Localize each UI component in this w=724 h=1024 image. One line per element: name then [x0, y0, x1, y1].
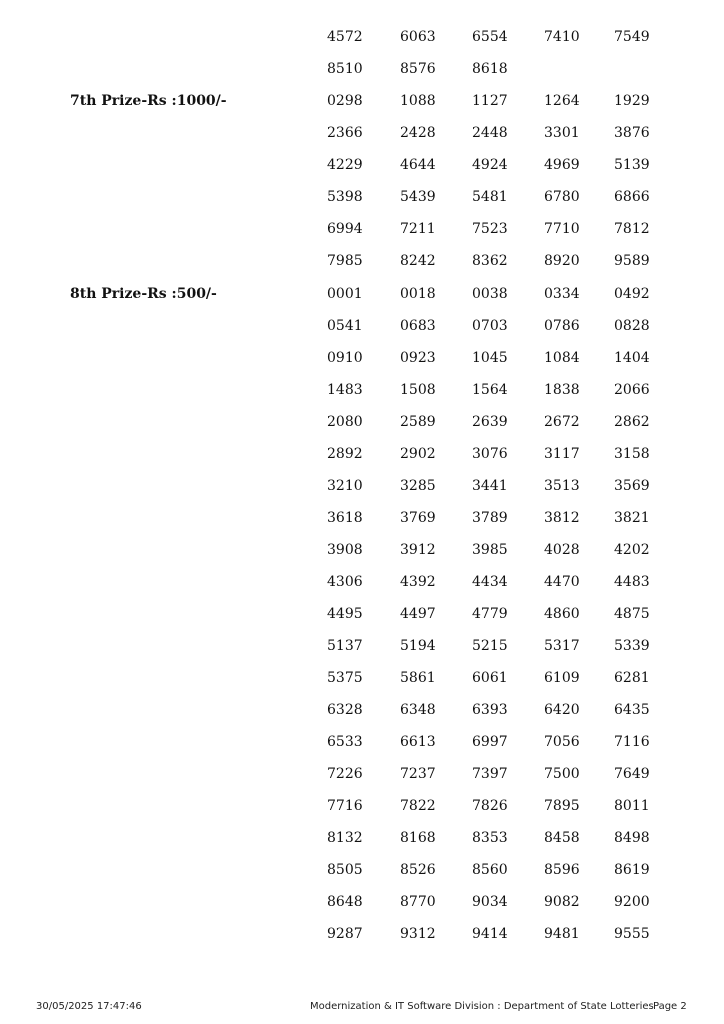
lottery-number: 1483	[327, 382, 363, 398]
lottery-number: 7985	[327, 253, 363, 269]
number-row	[327, 886, 687, 918]
division-name: Modernization & IT Software Division : Department of State Lotteries	[310, 1001, 654, 1012]
lottery-number: 4875	[614, 606, 650, 622]
lottery-number: 4779	[472, 606, 508, 622]
number-row	[327, 534, 687, 566]
lottery-number: 9555	[614, 926, 650, 942]
lottery-number: 7226	[327, 766, 363, 782]
lottery-number: 7211	[400, 221, 436, 237]
lottery-number: 4860	[544, 606, 580, 622]
lottery-number: 1264	[544, 93, 580, 109]
lottery-number: 8353	[472, 830, 508, 846]
number-row	[327, 438, 687, 470]
lottery-number: 3513	[544, 478, 580, 494]
number-row	[327, 181, 687, 213]
lottery-number: 6866	[614, 189, 650, 205]
lottery-number: 3876	[614, 125, 650, 141]
lottery-number: 3812	[544, 510, 580, 526]
number-row	[327, 758, 687, 790]
lottery-number: 5398	[327, 189, 363, 205]
number-row	[327, 406, 687, 438]
lottery-number: 9414	[472, 926, 508, 942]
lottery-number: 2639	[472, 414, 508, 430]
lottery-number: 7716	[327, 798, 363, 814]
lottery-number: 4028	[544, 542, 580, 558]
lottery-number: 2080	[327, 414, 363, 430]
number-grid	[327, 85, 687, 277]
lottery-number: 5481	[472, 189, 508, 205]
lottery-number: 4572	[327, 29, 363, 45]
lottery-number: 6435	[614, 702, 650, 718]
lottery-number: 3789	[472, 510, 508, 526]
lottery-number: 8560	[472, 862, 508, 878]
lottery-number: 8770	[400, 894, 436, 910]
lottery-number: 4202	[614, 542, 650, 558]
print-datetime: 30/05/2025 17:47:46	[36, 1001, 142, 1012]
lottery-number: 6780	[544, 189, 580, 205]
number-row	[327, 278, 687, 310]
lottery-number: 7056	[544, 734, 580, 750]
lottery-number: 5215	[472, 638, 508, 654]
lottery-number: 8618	[472, 61, 508, 77]
lottery-number: 3441	[472, 478, 508, 494]
lottery-number: 4497	[400, 606, 436, 622]
lottery-number: 1084	[544, 350, 580, 366]
lottery-number: 0786	[544, 318, 580, 334]
lottery-number: 0038	[472, 286, 508, 302]
lottery-number: 2892	[327, 446, 363, 462]
number-row	[327, 630, 687, 662]
lottery-number: 3569	[614, 478, 650, 494]
number-grid	[327, 21, 687, 85]
lottery-number: 0334	[544, 286, 580, 302]
lottery-number: 3117	[544, 446, 580, 462]
lottery-number: 6393	[472, 702, 508, 718]
number-row	[327, 822, 687, 854]
number-row	[327, 694, 687, 726]
lottery-number: 9287	[327, 926, 363, 942]
lottery-number: 8619	[614, 862, 650, 878]
number-row	[327, 502, 687, 534]
lottery-number: 4495	[327, 606, 363, 622]
lottery-number: 7822	[400, 798, 436, 814]
lottery-number: 8510	[327, 61, 363, 77]
lottery-number: 7649	[614, 766, 650, 782]
lottery-number: 7116	[614, 734, 650, 750]
lottery-number: 6281	[614, 670, 650, 686]
lottery-number: 9082	[544, 894, 580, 910]
lottery-number: 0018	[400, 286, 436, 302]
lottery-number: 5317	[544, 638, 580, 654]
prize-label: 8th Prize-Rs :500/-	[70, 286, 217, 302]
lottery-number: 1838	[544, 382, 580, 398]
lottery-number: 4483	[614, 574, 650, 590]
lottery-number: 7237	[400, 766, 436, 782]
lottery-number: 2448	[472, 125, 508, 141]
lottery-number: 2902	[400, 446, 436, 462]
lottery-number: 0298	[327, 93, 363, 109]
number-row	[327, 662, 687, 694]
lottery-number: 8362	[472, 253, 508, 269]
lottery-number: 6613	[400, 734, 436, 750]
lottery-number: 6348	[400, 702, 436, 718]
lottery-number: 0828	[614, 318, 650, 334]
lottery-number: 7710	[544, 221, 580, 237]
lottery-number: 7410	[544, 29, 580, 45]
lottery-number: 5861	[400, 670, 436, 686]
lottery-number: 5439	[400, 189, 436, 205]
page-number: Page 2	[653, 1001, 687, 1012]
number-row	[327, 374, 687, 406]
lottery-number: 2862	[614, 414, 650, 430]
lottery-number: 3076	[472, 446, 508, 462]
lottery-number: 7500	[544, 766, 580, 782]
number-row	[327, 598, 687, 630]
lottery-number: 4434	[472, 574, 508, 590]
lottery-number: 8011	[614, 798, 650, 814]
number-row	[327, 918, 687, 950]
lottery-number: 3985	[472, 542, 508, 558]
lottery-number: 1404	[614, 350, 650, 366]
lottery-number: 2589	[400, 414, 436, 430]
number-row	[327, 310, 687, 342]
lottery-number: 1045	[472, 350, 508, 366]
number-grid	[327, 278, 687, 950]
lottery-number: 3908	[327, 542, 363, 558]
lottery-number: 7549	[614, 29, 650, 45]
lottery-number: 4392	[400, 574, 436, 590]
lottery-number: 9200	[614, 894, 650, 910]
page-footer	[0, 997, 724, 1017]
lottery-number: 3158	[614, 446, 650, 462]
number-row	[327, 245, 687, 277]
lottery-number: 2066	[614, 382, 650, 398]
lottery-number: 2428	[400, 125, 436, 141]
number-row	[327, 470, 687, 502]
lottery-number: 2366	[327, 125, 363, 141]
lottery-number: 7523	[472, 221, 508, 237]
lottery-number: 1508	[400, 382, 436, 398]
lottery-number: 6063	[400, 29, 436, 45]
lottery-number: 8576	[400, 61, 436, 77]
lottery-number: 3285	[400, 478, 436, 494]
lottery-number: 8920	[544, 253, 580, 269]
lottery-number: 5137	[327, 638, 363, 654]
lottery-number: 4470	[544, 574, 580, 590]
lottery-number: 0910	[327, 350, 363, 366]
lottery-number: 8132	[327, 830, 363, 846]
lottery-number: 4306	[327, 574, 363, 590]
lottery-number: 9312	[400, 926, 436, 942]
prize-label: 7th Prize-Rs :1000/-	[70, 93, 227, 109]
lottery-number: 5339	[614, 638, 650, 654]
lottery-number: 3769	[400, 510, 436, 526]
lottery-number: 9481	[544, 926, 580, 942]
lottery-number: 4969	[544, 157, 580, 173]
lottery-number: 0001	[327, 286, 363, 302]
lottery-number: 3210	[327, 478, 363, 494]
lottery-number: 0492	[614, 286, 650, 302]
lottery-number: 3301	[544, 125, 580, 141]
lottery-number: 1127	[472, 93, 508, 109]
lottery-number: 1564	[472, 382, 508, 398]
lottery-number: 6061	[472, 670, 508, 686]
lottery-number: 5194	[400, 638, 436, 654]
number-row	[327, 854, 687, 886]
lottery-number: 7895	[544, 798, 580, 814]
lottery-number: 8458	[544, 830, 580, 846]
number-row	[327, 21, 687, 53]
number-row	[327, 117, 687, 149]
lottery-number: 1929	[614, 93, 650, 109]
lottery-number: 8498	[614, 830, 650, 846]
lottery-number: 2672	[544, 414, 580, 430]
lottery-number: 7826	[472, 798, 508, 814]
lottery-number: 8242	[400, 253, 436, 269]
lottery-number: 6328	[327, 702, 363, 718]
lottery-number: 0541	[327, 318, 363, 334]
lottery-number: 9034	[472, 894, 508, 910]
lottery-number: 8596	[544, 862, 580, 878]
lottery-number: 8168	[400, 830, 436, 846]
lottery-number: 6994	[327, 221, 363, 237]
lottery-number: 4924	[472, 157, 508, 173]
lottery-number: 3912	[400, 542, 436, 558]
number-row	[327, 726, 687, 758]
number-row	[327, 790, 687, 822]
lottery-number: 0923	[400, 350, 436, 366]
lottery-number: 6997	[472, 734, 508, 750]
lottery-number: 8648	[327, 894, 363, 910]
lottery-number: 5375	[327, 670, 363, 686]
number-row	[327, 53, 687, 85]
lottery-number: 0703	[472, 318, 508, 334]
lottery-number: 7812	[614, 221, 650, 237]
lottery-number: 4229	[327, 157, 363, 173]
lottery-number: 8505	[327, 862, 363, 878]
lottery-number: 7397	[472, 766, 508, 782]
number-row	[327, 85, 687, 117]
lottery-number: 9589	[614, 253, 650, 269]
lottery-number: 8526	[400, 862, 436, 878]
lottery-number: 6533	[327, 734, 363, 750]
lottery-number: 6554	[472, 29, 508, 45]
lottery-number: 3618	[327, 510, 363, 526]
number-row	[327, 149, 687, 181]
lottery-number: 3821	[614, 510, 650, 526]
lottery-number: 6420	[544, 702, 580, 718]
number-row	[327, 342, 687, 374]
number-row	[327, 566, 687, 598]
lottery-number: 6109	[544, 670, 580, 686]
lottery-number: 5139	[614, 157, 650, 173]
lottery-number: 1088	[400, 93, 436, 109]
number-row	[327, 213, 687, 245]
lottery-number: 4644	[400, 157, 436, 173]
lottery-number: 0683	[400, 318, 436, 334]
